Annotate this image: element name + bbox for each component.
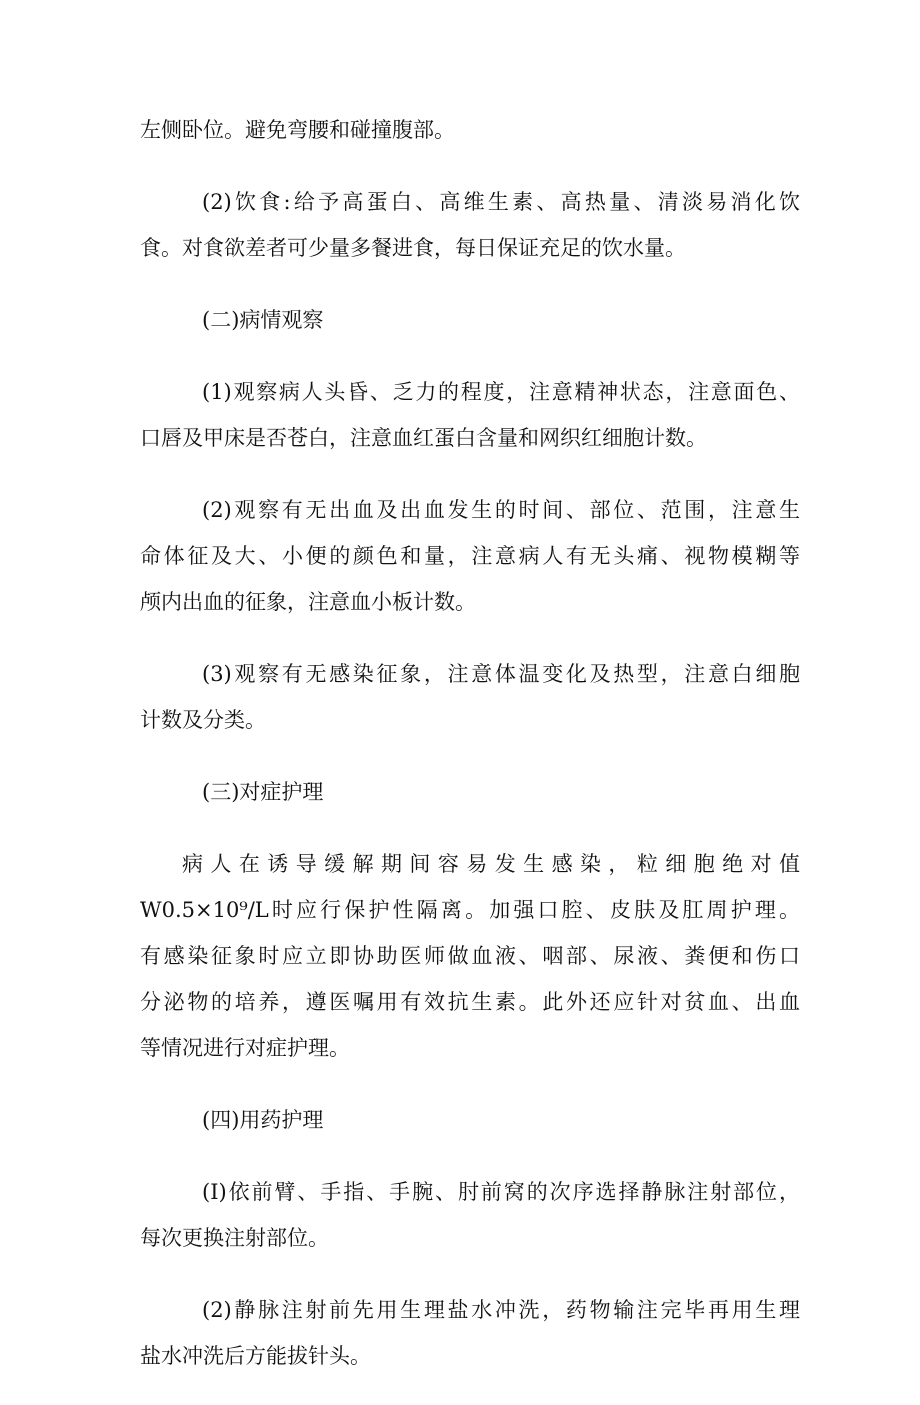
section-heading-medication-care: (四)用药护理	[202, 1108, 324, 1132]
paragraph-observe-infection	[140, 651, 800, 743]
text-line: 口唇及甲床是否苍白，注意血红蛋白含量和网织红细胞计数。	[140, 426, 707, 450]
text-line: 计数及分类。	[140, 708, 266, 732]
paragraph-observe-bleeding	[140, 487, 800, 625]
text-line: (2)饮食:给予高蛋白、高维生素、高热量、清淡易消化饮	[202, 190, 800, 214]
paragraph-observe-anemia	[140, 369, 800, 461]
text-line: 有感染征象时应立即协助医师做血液、咽部、尿液、粪便和伤口	[140, 944, 800, 968]
paragraph-position-care	[140, 107, 800, 153]
text-line: 病人在诱导缓解期间容易发生感染，粒细胞绝对值	[182, 852, 800, 876]
text-line: 每次更换注射部位。	[140, 1226, 329, 1250]
text-line: 左侧卧位。避免弯腰和碰撞腹部。	[140, 118, 455, 142]
text-line: (2)观察有无出血及出血发生的时间、部位、范围，注意生	[202, 498, 800, 522]
paragraph-infection-care	[140, 841, 800, 1071]
text-line: 分泌物的培养，遵医嘱用有效抗生素。此外还应针对贫血、出血	[140, 990, 800, 1014]
text-line: 颅内出血的征象，注意血小板计数。	[140, 590, 476, 614]
text-line: 盐水冲洗后方能拔针头。	[140, 1344, 371, 1368]
text-line: (1)观察病人头昏、乏力的程度，注意精神状态，注意面色、	[202, 380, 800, 404]
text-line: 等情况进行对症护理。	[140, 1036, 350, 1060]
text-line: 命体征及大、小便的颜色和量，注意病人有无头痛、视物模糊等	[140, 544, 800, 568]
document-body	[140, 107, 800, 1405]
paragraph-diet	[140, 179, 800, 271]
text-line: W0.5×10⁹/L时应行保护性隔离。加强口腔、皮肤及肛周护理。	[140, 898, 800, 922]
section-heading-symptomatic-care: (三)对症护理	[202, 780, 324, 804]
paragraph-injection-site	[140, 1169, 800, 1261]
text-line: (2)静脉注射前先用生理盐水冲洗，药物输注完毕再用生理	[202, 1298, 800, 1322]
text-line: (3)观察有无感染征象，注意体温变化及热型，注意白细胞	[202, 662, 800, 686]
text-line: 食。对食欲差者可少量多餐进食，每日保证充足的饮水量。	[140, 236, 686, 260]
section-heading-condition-observation: (二)病情观察	[202, 308, 324, 332]
text-line: (I)依前臂、手指、手腕、肘前窝的次序选择静脉注射部位，	[202, 1180, 800, 1204]
